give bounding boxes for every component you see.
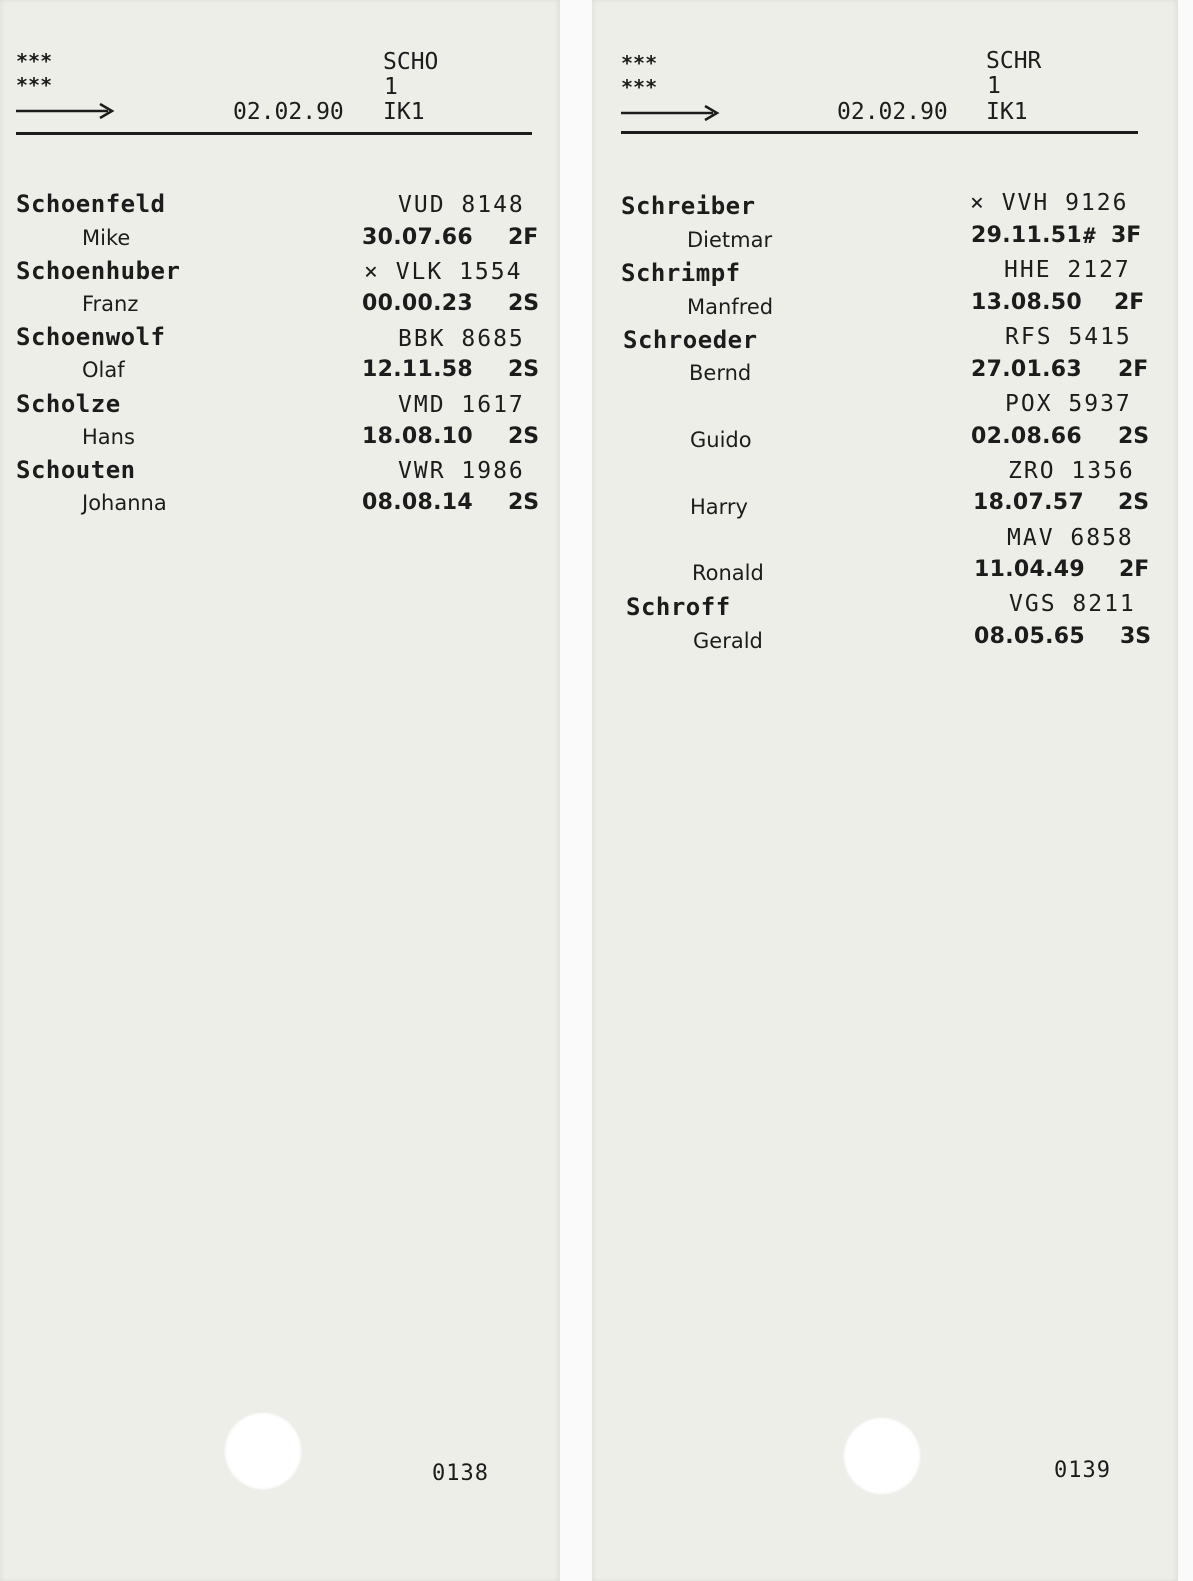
surname: Schoenhuber [16,257,181,285]
class-code: 2S [508,424,540,449]
given-name: Manfred [687,295,774,319]
surname: Schoenfeld [16,190,166,218]
arrow-icon [16,101,116,121]
punch-hole [224,1412,302,1490]
hash-mark: # [1083,224,1096,248]
surname: Schoenwolf [16,323,166,351]
surname: Schroeder [623,326,758,354]
birth-date: 02.08.66 [971,424,1082,449]
class-code: 2S [508,357,540,382]
slip-code: SCHO [383,49,439,75]
birth-date: 11.04.49 [974,557,1085,582]
slip-number: 1 [384,74,398,100]
slip-number: 1 [987,73,1001,99]
slip-date: 02.02.90 [233,99,344,125]
surname: Schreiber [621,192,756,220]
record-code: VWR 1986 [398,458,525,484]
stars-mark: *** *** [621,51,658,99]
given-name: Dietmar [687,228,773,252]
header-rule [16,132,532,135]
given-name: Ronald [692,561,764,585]
surname: Scholze [16,390,121,418]
given-name: Guido [690,428,752,452]
slip-unit: IK1 [383,99,425,125]
record-code: × VVH 9126 [970,190,1129,216]
arrow-icon [621,103,721,123]
birth-date: 30.07.66 [362,225,473,250]
birth-date: 13.08.50 [971,290,1082,315]
surname: Schroff [626,593,731,621]
class-code: 3F [1111,223,1142,248]
record-code: HHE 2127 [1004,257,1131,283]
slip-code: SCHR [986,48,1042,74]
birth-date: 27.01.63 [971,357,1082,382]
class-code: 2S [1118,424,1150,449]
slip-date: 02.02.90 [837,99,948,125]
given-name: Harry [690,495,748,519]
class-code: 3S [1120,624,1152,649]
given-name: Bernd [689,361,752,385]
record-code: VUD 8148 [398,192,525,218]
record-code: RFS 5415 [1005,324,1132,350]
page-number: 0138 [432,1461,489,1486]
class-code: 2S [508,291,540,316]
slip-unit: IK1 [986,99,1028,125]
birth-date: 08.05.65 [974,624,1085,649]
birth-date: 00.00.23 [362,291,473,316]
class-code: 2F [508,225,539,250]
header-rule [621,131,1138,134]
given-name: Mike [82,226,131,250]
record-code: MAV 6858 [1007,525,1134,551]
class-code: 2S [1118,490,1150,515]
birth-date: 12.11.58 [362,357,473,382]
birth-date: 18.07.57 [973,490,1084,515]
surname: Schrimpf [621,259,741,287]
record-code: POX 5937 [1005,391,1132,417]
birth-date: 18.08.10 [362,424,473,449]
given-name: Olaf [82,358,125,382]
record-code: BBK 8685 [398,326,525,352]
page-number: 0139 [1054,1458,1111,1483]
record-code: VMD 1617 [398,392,525,418]
slip-left [0,0,560,1581]
class-code: 2F [1119,557,1150,582]
class-code: 2F [1118,357,1149,382]
given-name: Johanna [82,491,167,515]
class-code: 2S [508,490,540,515]
record-code: ZRO 1356 [1008,458,1135,484]
surname: Schouten [16,456,136,484]
given-name: Franz [82,292,139,316]
birth-date: 29.11.51 [971,223,1082,248]
record-code: × VLK 1554 [364,259,523,285]
stars-mark: *** *** [16,49,53,97]
punch-hole [843,1417,921,1495]
slip-right [592,0,1178,1581]
given-name: Hans [82,425,135,449]
record-code: VGS 8211 [1009,591,1136,617]
class-code: 2F [1114,290,1145,315]
given-name: Gerald [693,629,763,653]
birth-date: 08.08.14 [362,490,473,515]
